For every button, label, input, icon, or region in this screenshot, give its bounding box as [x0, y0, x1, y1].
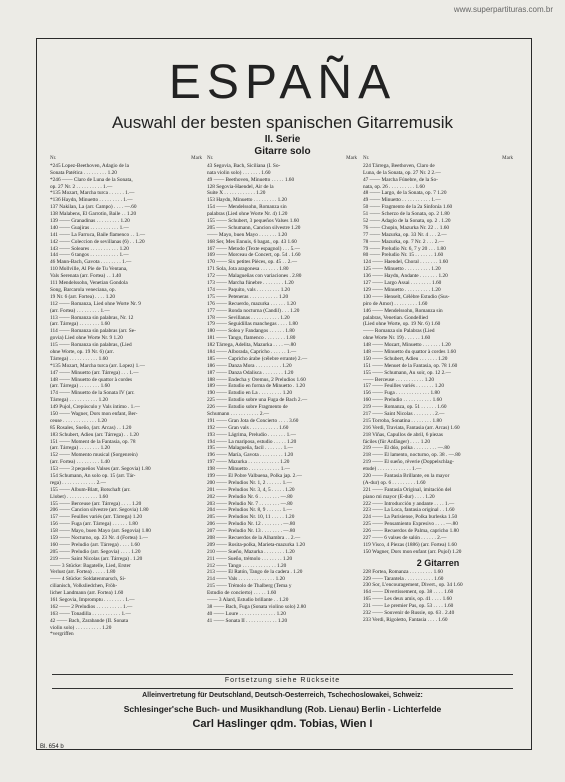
catalog-entry: 151 —— Menuet de la Fantasia, op. 78 1.60	[363, 362, 458, 369]
catalog-entry: 190 —— Estudio en La . . . . . . . . . 1.20	[207, 390, 293, 397]
catalog-entry: 155 —— Berceuse (arr. Tárrega) . . . . 1.20	[50, 500, 142, 507]
catalog-entry: 226 —— Recuerdos de Palma, capricho 1.80	[363, 528, 459, 535]
column-header	[207, 156, 357, 163]
catalog-entry: 43 Segovia, Bach, Siciliana (I. So-	[207, 162, 281, 169]
catalog-entry: 213 —— El Ratón, Tango de la cadera . 1.20	[207, 569, 303, 576]
catalog-entry: 191 —— Gran Jota de Concierto . . . . 3.60	[207, 417, 299, 424]
catalog-entry: 136 —— Haydn, Andante . . . . . . . 1.20	[363, 273, 448, 280]
catalog-entry: ohne Worte, op. 19 Nr. 6) (arr.	[50, 348, 114, 355]
catalog-entry: 51 —— Scherzo de la Sonata, op. 2 1.80	[363, 211, 450, 218]
catalog-entry: 148 —— Minuetto du quattor à cordes 1.60	[363, 348, 456, 355]
catalog-entry: 219 —— Saint Nicolas (arr. Tárrega) . 1.20	[50, 555, 143, 562]
nr-header: Nr.	[207, 156, 214, 161]
catalog-entry: 150 Wagner, Dors mon enfant (arr. Pujol) 1.20	[363, 548, 462, 555]
catalog-entry: 137 Nakilan, La (arr. Campo) . . . . —.60	[50, 204, 137, 211]
catalog-entry: 47 —— Marcha Fúnebre, de la So-	[363, 176, 438, 183]
catalog-entry: 175 —— Peteneras . . . . . . . . . . . 1.20	[207, 293, 289, 300]
catalog-entry: 129 —— Minuetto . . . . . . . . . . 1.20	[363, 286, 441, 293]
catalog-entry: 148 —— Minuetto de quattor à cordes	[50, 376, 133, 383]
catalog-entry: 46 Mann-Bach, Gavota . . . . . . . . 1.—	[50, 259, 132, 266]
catalog-entry: 85 Rosales, Sueño, (arr. Arcas) . . 1.20	[50, 424, 132, 431]
catalog-column-3	[363, 156, 513, 624]
catalog-entry: etude) . . . . . . . . . . . . . 1.—	[363, 466, 422, 473]
catalog-entry: 179 —— Seguidillas manchegas . . . . 1.80	[207, 321, 298, 328]
mark-header: Mark	[346, 156, 357, 161]
catalog-entry: 205 —— Preludio (arr. Segovia) . . . . 1.20	[50, 548, 141, 555]
catalog-entry: licher Landmann (arr. Fortea) 1.60	[50, 590, 124, 597]
column-header	[50, 156, 202, 163]
catalog-entry: 177 —— Ronda nocturna (Candil) . . . 1.20	[207, 307, 300, 314]
continued-note: Fortsetzung siehe Rückseite	[224, 677, 341, 684]
catalog-entry: 50 —— Fragmento de la 2a Sinfonía 1.60	[363, 204, 453, 211]
catalog-entry: 228 Fortea, Romanza . . . . . . . . . 1.60	[363, 568, 443, 575]
catalog-entry: 113 —— Romanza sin palabras, Nr. 12	[50, 314, 134, 321]
catalog-entry: rega) . . . . . . . . . . . . . 2.—	[50, 479, 106, 486]
catalog-entry: —— Mayo, buen Mayo . . . . . . . 1.20	[207, 231, 288, 238]
instrument-label: Gitarre solo	[254, 146, 311, 157]
catalog-entry: Sonata Patética . . . . . . . . . 1.20	[50, 169, 117, 176]
catalog-entry: *245 Lopez-Beethoven, Adagio de la	[50, 162, 129, 169]
catalog-entry: 168 Ser, Mes Ennuis, 6 bagat., op. 43 1.60	[207, 238, 297, 245]
catalog-entry: 139 —— Granadinas . . . . . . . . . 1.20	[50, 218, 130, 225]
catalog-entry: 185 —— Capricho árabe (célebre errante) 2.—	[207, 355, 308, 362]
catalog-entry: 219 —— El dúo, polka . . . . . . . . . —.80	[363, 445, 450, 452]
catalog-entry: 149 Pujol, Crepúsculo y Vals íntimo . 1.—	[50, 404, 140, 411]
catalog-entry: 210 —— Sueño, Mazurka . . . . . . . . 1.20	[207, 548, 295, 555]
catalog-entry: 204 —— Preludios Nr. 8, 9 . . . . . . 1.—	[207, 507, 292, 514]
plate-number: Bl. 654 b	[40, 744, 64, 750]
catalog-entry: —— 3 Alard, Estudio brillante . . 1.20	[207, 597, 289, 604]
catalog-entry: 225 —— Estudio sobre una Fuga de Bach 2.—	[207, 397, 308, 404]
catalog-entry: Schumann . . . . . . . . . . . 2.—	[207, 410, 270, 417]
catalog-entry: 218 —— El lamento, nocturno, op. 38 . —.80	[363, 452, 461, 459]
catalog-entry: 159 —— Nocturno, op. 23 Nr. 4 (Fortea) 1.—	[50, 535, 148, 541]
catalog-entry: 152 —— Momento musical (Sorgenrein)	[50, 452, 138, 459]
catalog-entry: 215 —— Trémolo de Thalberg (Tema y	[207, 583, 292, 590]
catalog-entry: 153 Haydn, Minuetto . . . . . . . . . 1.20	[207, 197, 287, 204]
catalog-entry: 178 —— Sevillanas . . . . . . . . . . . 1.20	[207, 314, 290, 321]
catalog-entry: (arr. Fortea) . . . . . . . . . 1.40	[50, 459, 110, 466]
catalog-entry: 171 Sola, Jota aragonesa . . . . . . . 1.80	[207, 266, 289, 273]
catalog-entry: 206 —— Preludio Nr. 12 . . . . . . . . —.80	[207, 521, 296, 528]
catalog-entry: 150 —— Wagner, Dors mon enfant, Ber-	[50, 410, 138, 417]
catalog-entry: 49 —— Minuetto . . . . . . . . . . . 1.—	[363, 197, 441, 204]
catalog-entry: 221 —— Fantasia Original, imitación del	[363, 486, 452, 493]
catalog-entry: 112 —— Romanza, Lied ohne Worte Nr. 9	[50, 300, 141, 307]
catalog-entry: 148 —— Mozart, Minuetto . . . . . . . 1.20	[363, 342, 451, 349]
catalog-entry: 167 —— Metodo (Texte espagnol) . . . 5.—	[207, 245, 300, 252]
column-3b-list	[363, 569, 513, 624]
catalog-entry: 226 —— Estudio sobre Fragmento de	[207, 404, 288, 411]
catalog-entry: —— Berceuse . . . . . . . . . . . 1.20	[363, 376, 435, 383]
catalog-entry: 205 —— Preludios Nr. 10, 11 . . . . . 1.20	[207, 514, 295, 521]
catalog-entry: *135 Mozart, Marcha turca . . . . . . 1.—	[50, 190, 135, 197]
catalog-entry: 154 Schumann, An solo op. 15 (arr. Tár-	[50, 472, 136, 479]
catalog-entry: 201 —— Preludios Nr. 3, 4, 5 . . . . . 1.20	[207, 486, 295, 493]
catalog-entry: 208 —— Recuerdos de la Alhambra . . 2.—	[207, 535, 301, 541]
mark-header: Mark	[502, 156, 513, 161]
catalog-entry: 225 —— Pensamiento Expresivo . . . . —.80	[363, 521, 458, 528]
catalog-entry: 182 Tárrega, Adelita, Mazurka . . . . —.80	[207, 342, 296, 349]
catalog-entry: 164 —— Divertissement, op. 38 . . . . 1.60	[363, 589, 454, 596]
catalog-entry: 160 —— Preludio (arr. Tárrega) . . . . 1.60	[50, 541, 140, 548]
catalog-entry: 189 —— Estudio en forma de Minuetto . 1.20	[207, 383, 305, 390]
catalog-entry: 154 —— Mendelssohn, Romanza sin	[207, 204, 287, 211]
catalog-entry: 165 —— Les deux amis, op. 41 . . . . 1.60	[363, 596, 452, 603]
catalog-entry: 19 Nr. 6 (arr. Fortea) . . . . 1.20	[50, 293, 116, 300]
catalog-entry: Tárrega) . . . . . . . . . . . 1.20	[50, 397, 108, 404]
distribution-line-1: Alleinvertretung für Deutschland, Deutsch-Oesterreich, Tschechoslowakei, Schweiz:	[142, 692, 423, 699]
catalog-entry: 130 —— Henselt, Célèbre Estudio (Sus-	[363, 293, 450, 300]
column-2-list	[207, 163, 357, 625]
catalog-entry: (A-dur) op. 6 . . . . . . . . . 1.60	[363, 479, 426, 486]
catalog-entry: nata, op. 26 . . . . . . . . . . 1.60	[363, 183, 425, 190]
catalog-entry: 197 —— Mazurka . . . . . . . . . . . . 1.20	[207, 459, 290, 466]
catalog-entry: 156 —— Fuga (arr. Tárrega) . . . . . . 1.80	[50, 521, 138, 528]
nr-header: Nr.	[50, 156, 57, 161]
catalog-entry: 48 —— Largo, de la Sonata, op. 7 1.20	[363, 190, 447, 197]
catalog-entry: 230 Sor, L'encouragement, Divert., op. 34 1.60	[363, 582, 463, 589]
catalog-entry: Verlust (arr. Fortea) . . . . . 1.80	[50, 569, 116, 576]
catalog-entry: 38 —— Bach, Fuga (Sonata violino solo) 2.80	[207, 603, 307, 610]
catalog-entry: 42 —— Bach, Zarabande (II. Sonata	[50, 617, 129, 624]
column-header	[363, 156, 513, 163]
catalog-entry: 180 —— Solea y Fandangos . . . . . . 1.80	[207, 328, 295, 335]
catalog-entry: piano mi mayor (E-dur) . . . . 1.20	[363, 493, 435, 500]
catalog-entry: 128 Segovia-Haendel, Air de la	[207, 183, 274, 190]
catalog-entry: 115 —— Romanza sin palabras, (Lied	[50, 342, 132, 349]
catalog-entry: 77 —— Mazurka, op. 33 Nr. 4 . . . 2.—	[363, 231, 447, 238]
catalog-entry: 169 —— Morceau de Concert, op. 54 . 1.60	[207, 252, 301, 259]
catalog-entry: 206 —— Cancion silvestre (arr. Segovia) 1.80	[50, 507, 149, 514]
catalog-entry: 199 —— El Pobre Valbuena, Polka jap. 2.—	[207, 472, 302, 479]
catalog-entry: 163 —— Tonadilla . . . . . . . . . . . 1.—	[50, 610, 131, 617]
catalog-entry: 156 —— Fuga . . . . . . . . . . . . . 1.80	[363, 390, 440, 397]
catalog-entry: 158 —— Mayo, buen Mayo (arr. Segovia) 1.80	[50, 528, 151, 535]
catalog-entry: 219 —— Romanza, op. 51 . . . . . . 1.60	[363, 404, 447, 411]
section-heading-2-gitarren: 2 Gitarren	[416, 557, 460, 568]
catalog-entry: 155 —— Album-Blatt, Botschaft (arr.	[50, 486, 131, 493]
catalog-entry: 76 —— Chopin, Mazurka Nr. 22 . . 1.60	[363, 224, 450, 231]
catalog-entry: 173 —— Marcha fúnebre . . . . . . . . 1.20	[207, 280, 294, 287]
catalog-entry: Song, Barcarola veneciana, op.	[50, 286, 116, 293]
catalog-entry: 146 —— Mendelssohn, Romanza sin	[363, 307, 443, 314]
catalog-entry: 160 —— Preludio . . . . . . . . . . . 1.60	[363, 397, 442, 404]
catalog-entry: 200 —— Preludios Nr. 1, 2 . . . . . . 1.—	[207, 479, 292, 486]
catalog-entry: 110 Mollville, Al Pie de Tu Ventana,	[50, 266, 128, 273]
catalog-entry: —— Romanza sin Palabras (Lied	[363, 328, 435, 335]
catalog-entry: 138 Malabens, El Garrotin, Baile . . 1.20	[50, 211, 137, 218]
catalog-entry: 193 —— Lágrima, Preludio . . . . . . . 1.—	[207, 431, 296, 438]
divider-bottom	[52, 688, 513, 689]
page-subtitle: Auswahl der besten spanischen Gitarremusik	[111, 113, 454, 132]
catalog-entry: 194 —— La mariposa, estudio . . . . . 1.20	[207, 438, 297, 445]
catalog-entry: 186 —— Danza Mora . . . . . . . . . . 1.20	[207, 362, 292, 369]
catalog-column-1	[50, 156, 202, 638]
catalog-entry: Llobet) . . . . . . . . . . . . 1.60	[50, 493, 108, 500]
catalog-entry: 151 —— Moment de la Fantasia, op. 78	[50, 438, 136, 445]
catalog-entry: 161 Segovia, Impromptu . . . . . . . . 1.—	[50, 597, 135, 604]
catalog-entry: (arr. Tárrega) . . . . . . . . 1.20	[50, 445, 110, 452]
catalog-entry: 52 —— Adagio de la Sonata, op. 2 . 1.20	[363, 218, 451, 225]
catalog-entry: 222 —— Introducción y andante . . . . 1.—	[363, 500, 455, 507]
catalog-entry: op. 27 Nr. 2 . . . . . . . . . . 1.—	[50, 183, 113, 190]
catalog-entry: palabras, Venetian. Gondellied	[363, 314, 428, 321]
catalog-entry: 202 —— Preludio Nr. 6 . . . . . . . . —.80	[207, 493, 293, 500]
catalog-entry: 212 —— Tango . . . . . . . . . . . . . 1.20	[207, 562, 287, 569]
catalog-entry: *136 Haydn, Minuetto . . . . . . . . . 1.—	[50, 197, 133, 204]
catalog-entry: 220 —— Fantasia Brillante, en la mayor	[363, 472, 450, 479]
catalog-entry: 215 Torroba, Sonatina . . . . . . . . 1.80	[363, 417, 442, 424]
catalog-entry: 124 —— Haendel, Choral . . . . . . . 1.60	[363, 259, 449, 266]
catalog-entry: 176 —— Recuerdo, mazurka . . . . . . 1.20	[207, 300, 296, 307]
catalog-entry: 198 —— Minuetto . . . . . . . . . . . . 1.—	[207, 466, 290, 473]
catalog-entry: govia) Lied ohne Worte Nr. 9 1.20	[50, 335, 123, 342]
catalog-entry: *246 —— Claro de Luna de la Sonata,	[50, 176, 133, 183]
catalog-entry: 40 —— Loure . . . . . . . . . . . . . . 1.20	[207, 610, 286, 617]
distribution-line-2: Schlesinger'sche Buch- und Musikhandlung (Rob. Lienau) Berlin - Lichterfelde	[123, 704, 442, 714]
catalog-entry: fáciles (für Anfänger) . . . . 1.20	[363, 438, 431, 445]
catalog-entry: 229 —— Tarantela . . . . . . . . . . . 1.60	[363, 575, 444, 582]
catalog-entry: 147 —— Minuetto (arr. Tárrega) . . . 1.—	[50, 369, 139, 376]
catalog-entry: 143 —— Soleares . . . . . . . . . . . 1.20	[50, 245, 129, 252]
catalog-entry: 232 —— Souvenir de Russie, op. 63 . 2.40	[363, 610, 455, 617]
catalog-entry: 211 —— Sueño, trémolo . . . . . . . . 1.20	[207, 555, 293, 562]
column-1-list	[50, 163, 202, 638]
catalog-entry: 78 —— Mazurka, op. 7 Nr. 2 . . . 2.—	[363, 238, 445, 245]
catalog-entry: 227 —— 6 valses de salón . . . . . . 2.—	[363, 535, 447, 541]
catalog-entry: 155 —— Schubert, 3 pequeños Valses 1.60	[207, 218, 299, 225]
catalog-entry: 157 —— Feuilles variés . . . . . . . 1.20	[363, 383, 445, 390]
catalog-entry: piro de Amor) . . . . . . . . . 1.60	[363, 300, 428, 307]
catalog-entry: Suite X . . . . . . . . . . . . 1.20	[207, 190, 266, 197]
catalog-entry: *135 Mozart, Marcha turca (arr. Lopez) 1.—	[50, 362, 145, 369]
catalog-entry: 233 Verdi, Rigoletto, Fantasia . . . . 1.60	[363, 616, 448, 623]
catalog-entry: 114 —— Romanza sin palabras (arr. Se-	[50, 328, 136, 335]
catalog-entry: 41 —— Sonata II . . . . . . . . . . . . 1.20	[207, 617, 288, 624]
catalog-entry: 203 —— Preludio Nr. 7 . . . . . . . . —.80	[207, 500, 293, 507]
mark-header: Mark	[191, 156, 202, 161]
catalog-entry: 127 —— Largo Assai . . . . . . . . 1.60	[363, 280, 442, 287]
catalog-entry: ceuse . . . . . . . . . . . . . 1.20	[50, 417, 107, 424]
catalog-entry: 217 —— Saint Nicolas . . . . . . . . 2.—	[363, 410, 445, 417]
catalog-entry: 157 —— Feuilles variés (arr. Tárrega) 1.20	[50, 514, 142, 521]
catalog-entry: (Lied ohne Worte, op. 19 Nr. 6) 1.60	[363, 321, 441, 328]
catalog-entry: 111 Mendelssohn, Venetian Gondola	[50, 280, 128, 287]
catalog-entry: Estudio de concierto) . . . . . 1.60	[207, 590, 277, 597]
catalog-entry: 150 —— Schubert, Adieu . . . . . . . 1.20	[363, 355, 448, 362]
catalog-entry: violin solo) . . . . . . . . . . 1.20	[50, 624, 112, 631]
catalog-entry: 153 —— 3 pequeños Valses (arr. Segovia) 1.80	[50, 466, 151, 473]
catalog-entry: 174 —— Minuetto de la Sonata IV (arr.	[50, 390, 135, 397]
catalog-entry: —— 4 Stücke: Soldatenmarsch, Si-	[50, 576, 126, 583]
catalog-entry: 188 —— Endecha y Oremus, 2 Preludios 1.60	[207, 376, 306, 383]
catalog-entry: 119 Visco, 4 Piezas (1886) (arr. Fortea) 1.60	[363, 541, 457, 548]
catalog-entry: 192 —— Gran vals . . . . . . . . . . . 1.60	[207, 424, 289, 431]
column-3-list	[363, 163, 513, 556]
catalog-entry: Tárrega) . . . . . . . . . . . 1.60	[50, 355, 108, 362]
catalog-entry: 231 —— Le premier Pas, op. 53 . . . . 1.60	[363, 603, 454, 610]
catalog-entry: Vals Serenata (arr. Fortea) . . 1.40	[50, 273, 122, 280]
catalog-entry: (arr. Tárrega) . . . . . . . . 1.60	[50, 383, 110, 390]
catalog-entry: 172 —— Malagueñas con variaciones . 2.80	[207, 273, 302, 280]
catalog-entry: 218 Viñas, Capullos de abril, 6 piezas	[363, 431, 443, 438]
catalog-entry: 216 Verdi, Traviata, Fantasia (arr. Arcas) 1.60	[363, 424, 460, 431]
catalog-entry: 209 —— Rosita-polka, Marieta-mazurka 1.20	[207, 541, 305, 548]
catalog-entry: 140 —— Guajiras . . . . . . . . . . . 1.—	[50, 224, 129, 231]
distribution-line-3: Carl Haslinger qdm. Tobias, Wien I	[192, 718, 373, 730]
catalog-entry: 181 —— Tango, flamenco . . . . . . . . 1.80	[207, 335, 296, 342]
catalog-entry: 224 Tárrega, Beethoven, Claro de	[363, 162, 435, 169]
catalog-entry: 170 —— Six petites Pièces, op. 45 . . 2.—	[207, 259, 298, 266]
catalog-entry: (arr. Fortea) . . . . . . . . . 1.—	[50, 307, 110, 314]
catalog-entry: 162 —— 2 Preludios . . . . . . . . . . 1.—	[50, 603, 133, 610]
catalog-entry: 184 —— Alborada, Capricho . . . . . . 1.—	[207, 348, 297, 355]
catalog-entry: 142 —— Coleccion de sevillanas (6) . . 1.20	[50, 238, 145, 245]
catalog-entry: 174 —— Paquito, vals . . . . . . . . . 1.20	[207, 286, 290, 293]
catalog-entry: ohne Worte Nr. 19) . . . . . . 1.60	[363, 335, 431, 342]
watermark: www.superpartituras.com.br	[453, 5, 553, 14]
catalog-column-2	[207, 156, 357, 625]
catalog-entry: palabras (Lied ohne Worte Nr. 4) 1.20	[207, 211, 288, 218]
catalog-entry: 196 —— María, Gavota . . . . . . . . . 1.20	[207, 452, 294, 459]
catalog-entry: 187 —— Danza Odalisca . . . . . . . . 1.20	[207, 369, 294, 376]
catalog-entry: 219 —— El sueño, rêverie (Doppelschlag-	[363, 459, 454, 466]
catalog-entry: 205 —— Schumann, Cancion silvestre 1.20	[207, 224, 301, 231]
divider-top	[52, 674, 513, 675]
catalog-entry: 195 —— Malagueña, facil . . . . . . . 1.—	[207, 445, 293, 452]
series-label: II. Serie	[264, 134, 301, 145]
catalog-entry: 80 —— Preludio Nr. 15 . . . . . . . 1.60	[363, 252, 444, 259]
catalog-entry: 224 —— La Parisiense, Polka burleska 1.50	[363, 514, 458, 521]
catalog-entry: (arr. Tárrega) . . . . . . . . 1.60	[50, 321, 110, 328]
catalog-entry: 155 —— Schumann, Au soir, op. 12 2.—	[363, 369, 451, 376]
catalog-entry: 183 Schubert, Adieu (arr. Tárrega) . . 1.20	[50, 431, 139, 438]
catalog-entry: Luna, de la Sonata, op. 27 Nr. 2 2.—	[363, 169, 441, 176]
catalog-entry: *vergriffen	[50, 631, 74, 638]
nr-header: Nr.	[363, 156, 370, 161]
catalog-entry: 79 —— Preludio Nr. 6, 7 y 20 . . . 1.80	[363, 245, 446, 252]
catalog-entry: —— 3 Stücke: Bagatelle, Lied, Erster	[50, 562, 131, 569]
catalog-entry: 207 —— Preludio Nr. 13 . . . . . . . . —.80	[207, 528, 296, 535]
catalog-entry: 49 —— Beethoven, Minuetto . . . . . 1.60	[207, 176, 295, 183]
page-title: ESPAÑA	[168, 56, 397, 109]
catalog-entry: 214 —— Vals . . . . . . . . . . . . . . 1.20	[207, 576, 285, 583]
catalog-entry: nata violin solo) . . . . . . . 1.60	[207, 169, 271, 176]
catalog-entry: 141 —— La Farruca, Baile flamenco . . 1.—	[50, 231, 146, 238]
catalog-entry: 223 —— La Loca, fantasia original . . 1.60	[363, 507, 455, 514]
catalog-entry: 144 —— 6 tangos . . . . . . . . . . . 1.—	[50, 252, 129, 259]
catalog-entry: cilianisch, Volksliedchen, Fröh-	[50, 583, 118, 590]
catalog-entry: 125 —— Minuetto . . . . . . . . . . 1.20	[363, 266, 441, 273]
